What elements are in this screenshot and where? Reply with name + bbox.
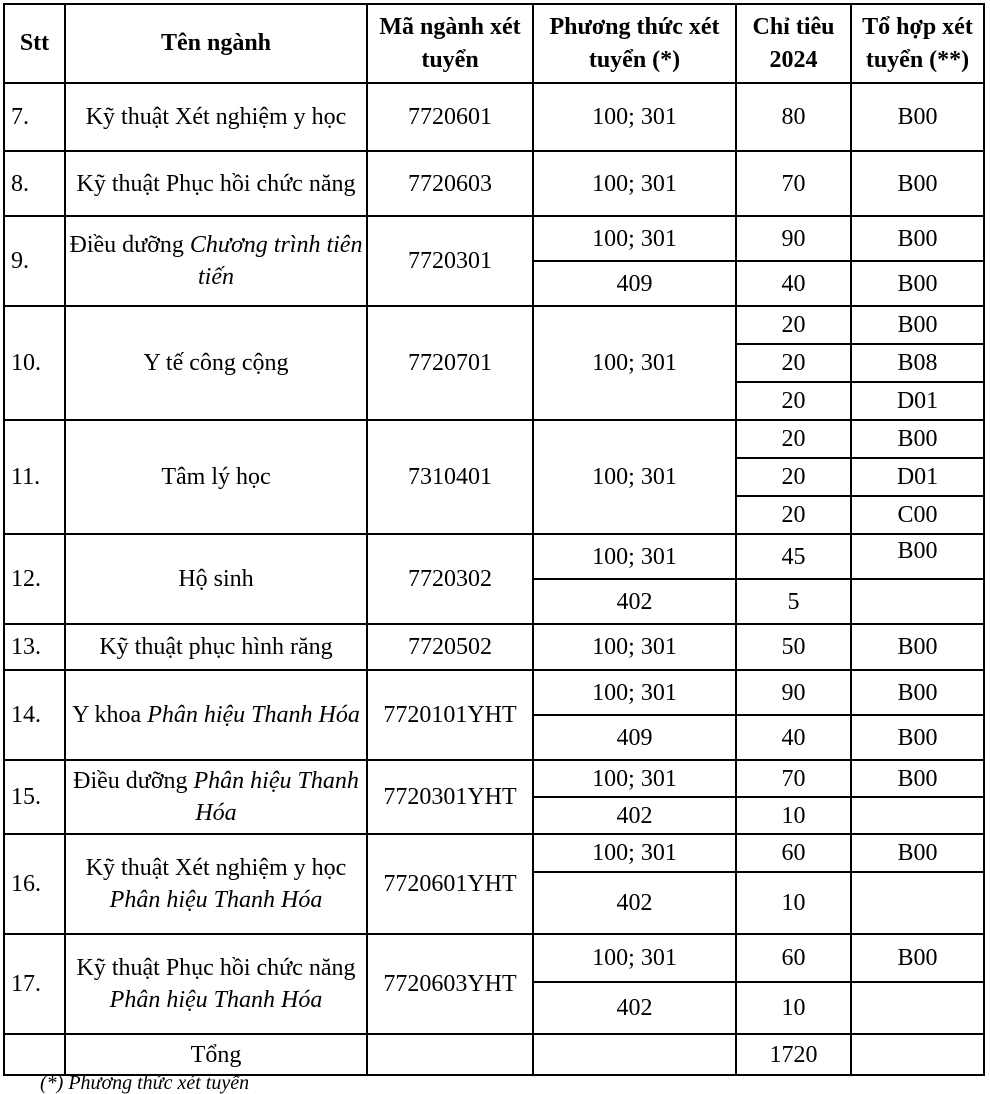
row-combo bbox=[851, 982, 984, 1034]
row-stt: 15. bbox=[4, 760, 65, 834]
admission-quota-table bbox=[3, 3, 985, 1076]
row-major-code: 7720502 bbox=[367, 624, 533, 670]
row-combo: B00 bbox=[851, 534, 984, 579]
row-quota: 10 bbox=[736, 872, 851, 934]
row-combo: C00 bbox=[851, 496, 984, 534]
row-major-name: Điều dưỡng Phân hiệu Thanh Hóa bbox=[65, 760, 367, 834]
row-major-code: 7720701 bbox=[367, 306, 533, 420]
row-combo: B00 bbox=[851, 216, 984, 261]
row-quota: 10 bbox=[736, 982, 851, 1034]
row-quota: 45 bbox=[736, 534, 851, 579]
row-stt: 8. bbox=[4, 151, 65, 216]
row-method: 402 bbox=[533, 797, 736, 834]
row-major-code: 7720301YHT bbox=[367, 760, 533, 834]
row-method: 402 bbox=[533, 982, 736, 1034]
row-combo: B00 bbox=[851, 420, 984, 458]
row-method: 402 bbox=[533, 579, 736, 624]
table-row bbox=[4, 834, 984, 872]
total-stt-empty bbox=[4, 1034, 65, 1075]
row-combo: B00 bbox=[851, 306, 984, 344]
row-major-name: Kỹ thuật Phục hồi chức năng Phân hiệu Thanh Hóa bbox=[65, 934, 367, 1034]
row-stt: 14. bbox=[4, 670, 65, 760]
table-row bbox=[4, 216, 984, 261]
row-combo: B00 bbox=[851, 261, 984, 306]
row-major-name: Y tế công cộng bbox=[65, 306, 367, 420]
table-row bbox=[4, 534, 984, 579]
row-quota: 50 bbox=[736, 624, 851, 670]
row-combo bbox=[851, 872, 984, 934]
table-row bbox=[4, 306, 984, 344]
row-stt: 10. bbox=[4, 306, 65, 420]
header-major-name: Tên ngành bbox=[65, 4, 367, 83]
row-combo: B00 bbox=[851, 151, 984, 216]
row-quota: 5 bbox=[736, 579, 851, 624]
row-method: 409 bbox=[533, 715, 736, 760]
table-row bbox=[4, 420, 984, 458]
row-method: 100; 301 bbox=[533, 83, 736, 151]
row-combo bbox=[851, 797, 984, 834]
row-major-name: Tâm lý học bbox=[65, 420, 367, 534]
table-row bbox=[4, 83, 984, 151]
row-combo: D01 bbox=[851, 458, 984, 496]
row-method: 402 bbox=[533, 872, 736, 934]
row-combo: D01 bbox=[851, 382, 984, 420]
row-major-code: 7720601YHT bbox=[367, 834, 533, 934]
row-method: 100; 301 bbox=[533, 216, 736, 261]
footnote: (*) Phương thức xét tuyển bbox=[40, 1072, 250, 1094]
table-row bbox=[4, 934, 984, 982]
row-major-name: Hộ sinh bbox=[65, 534, 367, 624]
row-quota: 10 bbox=[736, 797, 851, 834]
row-major-code: 7720603 bbox=[367, 151, 533, 216]
row-combo: B08 bbox=[851, 344, 984, 382]
row-major-name: Điều dưỡng Chương trình tiên tiến bbox=[65, 216, 367, 306]
row-combo: B00 bbox=[851, 670, 984, 715]
header-subject-combo: Tổ hợp xét tuyển (**) bbox=[851, 4, 984, 83]
row-method: 100; 301 bbox=[533, 624, 736, 670]
row-major-name: Kỹ thuật Xét nghiệm y học Phân hiệu Thanh Hóa bbox=[65, 834, 367, 934]
row-method: 100; 301 bbox=[533, 306, 736, 420]
row-method: 100; 301 bbox=[533, 420, 736, 534]
row-method: 100; 301 bbox=[533, 151, 736, 216]
row-quota: 60 bbox=[736, 834, 851, 872]
row-major-name: Y khoa Phân hiệu Thanh Hóa bbox=[65, 670, 367, 760]
row-stt: 11. bbox=[4, 420, 65, 534]
row-major-code: 7720302 bbox=[367, 534, 533, 624]
row-combo bbox=[851, 579, 984, 624]
row-quota: 20 bbox=[736, 496, 851, 534]
row-quota: 90 bbox=[736, 670, 851, 715]
row-quota: 90 bbox=[736, 216, 851, 261]
row-major-name: Kỹ thuật Xét nghiệm y học bbox=[65, 83, 367, 151]
row-quota: 20 bbox=[736, 382, 851, 420]
total-row bbox=[4, 1034, 984, 1075]
row-quota: 40 bbox=[736, 261, 851, 306]
row-major-code: 7720603YHT bbox=[367, 934, 533, 1034]
row-stt: 9. bbox=[4, 216, 65, 306]
table-row bbox=[4, 151, 984, 216]
header-stt: Stt bbox=[4, 4, 65, 83]
row-major-code: 7720601 bbox=[367, 83, 533, 151]
row-method: 100; 301 bbox=[533, 760, 736, 797]
row-method: 100; 301 bbox=[533, 670, 736, 715]
row-quota: 20 bbox=[736, 344, 851, 382]
row-major-name: Kỹ thuật Phục hồi chức năng bbox=[65, 151, 367, 216]
row-major-name: Kỹ thuật phục hình răng bbox=[65, 624, 367, 670]
row-quota: 70 bbox=[736, 760, 851, 797]
row-method: 100; 301 bbox=[533, 934, 736, 982]
header-quota: Chỉ tiêu 2024 bbox=[736, 4, 851, 83]
table-row bbox=[4, 670, 984, 715]
row-combo: B00 bbox=[851, 934, 984, 982]
row-quota: 20 bbox=[736, 420, 851, 458]
row-stt: 7. bbox=[4, 83, 65, 151]
row-major-code: 7310401 bbox=[367, 420, 533, 534]
header-major-code: Mã ngành xét tuyển bbox=[367, 4, 533, 83]
header-admission-method: Phương thức xét tuyển (*) bbox=[533, 4, 736, 83]
row-stt: 12. bbox=[4, 534, 65, 624]
row-quota: 40 bbox=[736, 715, 851, 760]
row-combo: B00 bbox=[851, 83, 984, 151]
row-quota: 20 bbox=[736, 458, 851, 496]
row-major-code: 7720301 bbox=[367, 216, 533, 306]
row-method: 100; 301 bbox=[533, 834, 736, 872]
header-row bbox=[4, 4, 984, 83]
row-quota: 60 bbox=[736, 934, 851, 982]
table-row bbox=[4, 760, 984, 797]
row-stt: 17. bbox=[4, 934, 65, 1034]
total-label: Tổng bbox=[65, 1034, 367, 1075]
row-combo: B00 bbox=[851, 834, 984, 872]
row-combo: B00 bbox=[851, 715, 984, 760]
total-quota: 1720 bbox=[736, 1034, 851, 1075]
row-quota: 70 bbox=[736, 151, 851, 216]
total-method-empty bbox=[533, 1034, 736, 1075]
total-combo-empty bbox=[851, 1034, 984, 1075]
row-quota: 20 bbox=[736, 306, 851, 344]
row-major-code: 7720101YHT bbox=[367, 670, 533, 760]
row-method: 409 bbox=[533, 261, 736, 306]
row-stt: 13. bbox=[4, 624, 65, 670]
row-method: 100; 301 bbox=[533, 534, 736, 579]
row-combo: B00 bbox=[851, 624, 984, 670]
row-stt: 16. bbox=[4, 834, 65, 934]
total-code-empty bbox=[367, 1034, 533, 1075]
row-combo: B00 bbox=[851, 760, 984, 797]
row-quota: 80 bbox=[736, 83, 851, 151]
table-row bbox=[4, 624, 984, 670]
